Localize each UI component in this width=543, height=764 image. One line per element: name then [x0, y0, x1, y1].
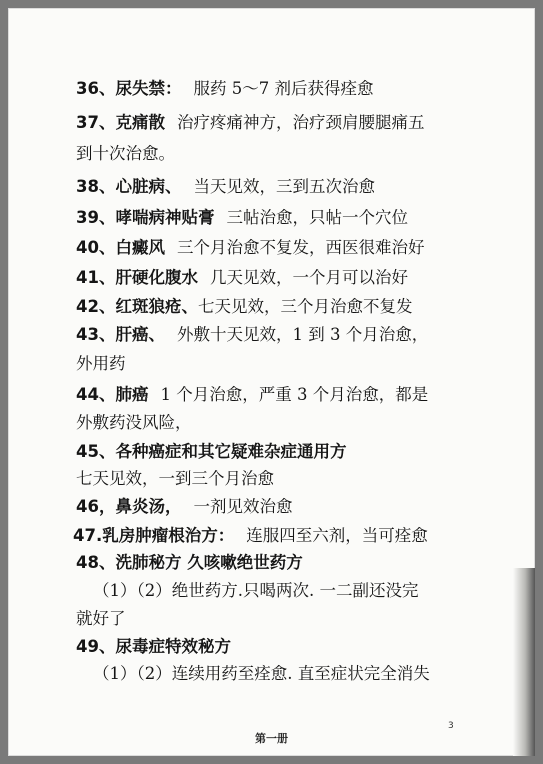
entry-heading: 36、尿失禁： [76, 79, 182, 98]
entry-text: 七天见效，三个月治愈不复发 [197, 297, 413, 316]
entry-49 [76, 636, 231, 658]
entry-text: 外敷十天见效，1 到 3 个月治愈， [176, 325, 429, 344]
entry-text: （1）（2）绝世药方.只喝两次. 一二副还没完 [93, 581, 419, 600]
entry-heading: 47.乳房肿瘤根治方： [73, 526, 235, 545]
entry-37-continued [76, 143, 175, 165]
entry-heading: 43、肝癌、 [76, 325, 165, 344]
entry-text: 服药 5～7 剂后获得痊愈 [193, 79, 374, 98]
entry-49-detail [93, 663, 430, 685]
entry-heading: 46，鼻炎汤， [76, 497, 182, 516]
entry-text: 外用药 [76, 354, 126, 373]
entry-text: 连服四至六剂，当可痊愈 [246, 526, 428, 545]
entry-47 [73, 525, 428, 547]
entry-37 [76, 112, 424, 134]
entry-44 [76, 384, 428, 406]
entry-text: 三个月治愈不复发，西医很难治好 [176, 238, 425, 257]
document-page [8, 8, 535, 756]
entry-45-continued [76, 468, 274, 490]
entry-heading: 42、红斑狼疮、 [76, 297, 198, 316]
entry-48 [76, 552, 303, 574]
entry-41 [76, 267, 408, 289]
entry-heading: 41、肝硬化腹水 [76, 268, 198, 287]
entry-44-continued [76, 412, 192, 434]
entry-48-detail [93, 580, 418, 602]
entry-heading: 48、洗肺秘方 久咳嗽绝世药方 [76, 553, 303, 572]
page-number: 3 [448, 721, 454, 731]
entry-43 [76, 324, 428, 346]
entry-text: 三帖治愈，只帖一个穴位 [226, 208, 408, 227]
entry-text: 当天见效，三到五次治愈 [193, 177, 375, 196]
entry-heading: 39、哮喘病神贴膏 [76, 208, 215, 227]
entry-36 [76, 78, 373, 100]
entry-text: 七天见效，一到三个月治愈 [76, 469, 274, 488]
entry-heading: 37、克痛散 [76, 113, 165, 132]
entry-heading: 49、尿毒症特效秘方 [76, 637, 231, 656]
entry-text: 治疗疼痛神方，治疗颈肩腰腿痛五 [176, 113, 425, 132]
entry-45 [76, 441, 346, 463]
entry-text: 几天见效，一个月可以治好 [209, 268, 408, 287]
entry-text: 到十次治愈。 [76, 144, 175, 163]
entry-text: 就好了 [76, 609, 126, 628]
entry-40 [76, 237, 424, 259]
entry-38 [76, 176, 375, 198]
entry-heading: 44、肺癌 [76, 385, 149, 404]
entry-text: 1 个月治愈，严重 3 个月治愈，都是 [160, 385, 429, 404]
entry-42 [76, 296, 412, 318]
entry-text: 一剂见效治愈 [193, 497, 293, 516]
scan-edge-shadow [513, 568, 535, 756]
entry-heading: 40、白癜风 [76, 238, 165, 257]
entry-43-continued [76, 353, 126, 375]
entry-heading: 38、心脏病、 [76, 177, 182, 196]
entry-48-continued [76, 608, 126, 630]
footer-title: 第一册 [255, 732, 288, 745]
entry-39 [76, 207, 408, 229]
entry-text: （1）（2）连续用药至痊愈. 直至症状完全消失 [93, 664, 430, 683]
entry-46 [76, 496, 292, 518]
entry-text: 外敷药没风险， [76, 413, 192, 432]
entry-heading: 45、各种癌症和其它疑难杂症通用方 [76, 442, 347, 461]
